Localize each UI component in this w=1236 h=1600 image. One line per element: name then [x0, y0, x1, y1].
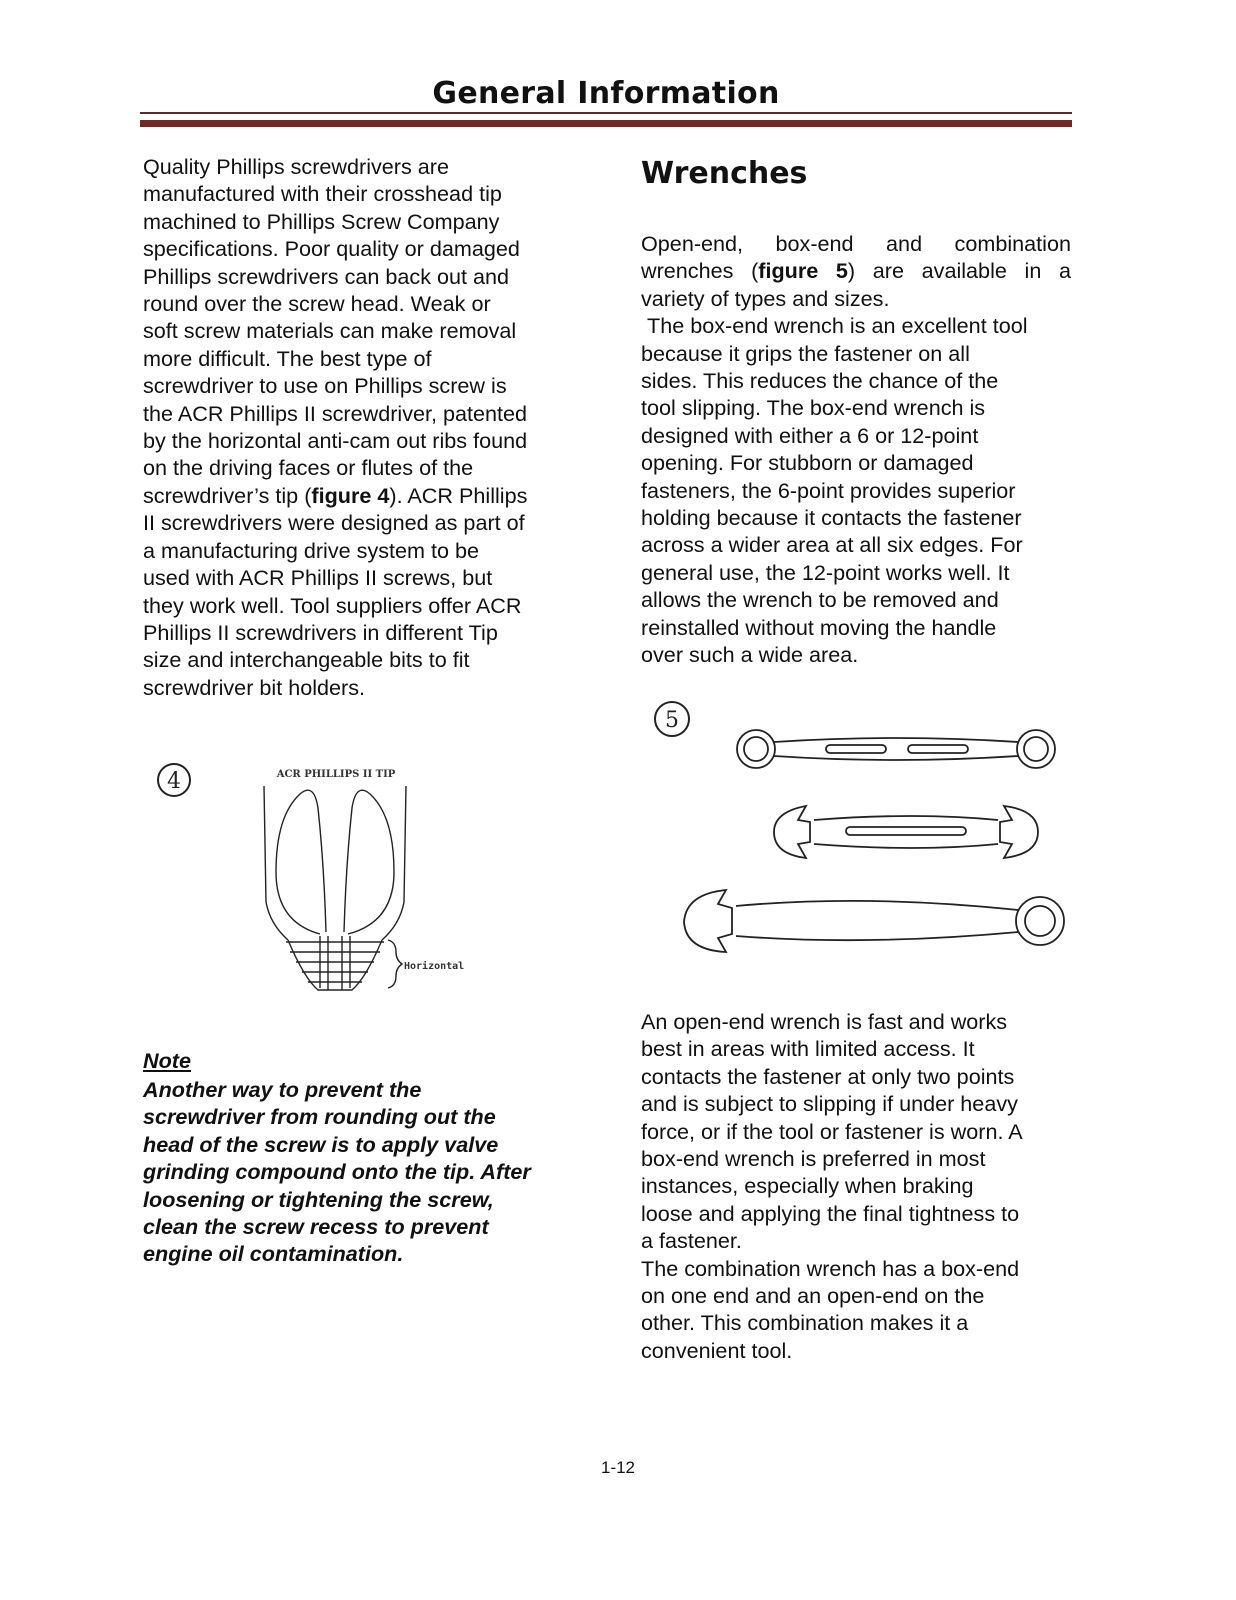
paragraph-line: force, or if the tool or fastener is worn. A [641, 1118, 1023, 1144]
paragraph-line: holding because it contacts the fastener [641, 505, 1022, 531]
open-end-wrench-drawing [774, 806, 1038, 858]
note-line: head of the screw is to apply valve [143, 1131, 499, 1157]
paragraph-line: other. This combination makes it a [641, 1310, 969, 1336]
paragraph-line: the ACR Phillips II screwdriver, patented [143, 400, 528, 426]
figure-callout-label: Horizontal [404, 961, 465, 972]
paragraph-line: a manufacturing drive system to be [143, 537, 480, 563]
paragraph-line: and is subject to slipping if under heavy [641, 1091, 1018, 1117]
paragraph-line: on the driving faces or flutes of the [143, 455, 474, 481]
paragraph-line: because it grips the fastener on all [641, 340, 970, 366]
page-title: General Information [432, 76, 780, 111]
paragraph-line: convenient tool. [641, 1337, 793, 1363]
figure-4-phillips-tip-drawing [148, 752, 478, 1010]
text-segment: wrenches ( [641, 258, 759, 284]
paragraph-line: opening. For stubborn or damaged [641, 450, 974, 476]
paragraph-line: box-end wrench is preferred in most [641, 1146, 986, 1172]
figure-5-wrenches-drawing [646, 694, 1076, 962]
paragraph-line: across a wider area at all six edges. For [641, 532, 1023, 558]
wrenches-heading: Wrenches [641, 156, 808, 191]
note-line: loosening or tightening the screw, [143, 1186, 494, 1212]
paragraph-line: by the horizontal anti-cam out ribs found [143, 428, 528, 454]
note-body [143, 1076, 583, 1268]
paragraph-line: allows the wrench to be removed and [641, 587, 999, 613]
combination-wrench-drawing [684, 890, 1064, 952]
horizontal-ribs-bracket [388, 940, 402, 988]
text-segment: screwdriver’s tip ( [143, 482, 312, 508]
paragraph-line: a fastener. [641, 1228, 742, 1254]
note-line: grinding compound onto the tip. After [143, 1159, 531, 1185]
note-line: screwdriver from rounding out the [143, 1104, 496, 1130]
note-line: clean the screw recess to prevent [143, 1214, 489, 1240]
paragraph-line: fasteners, the 6-point provides superior [641, 477, 1016, 503]
paragraph-line: general use, the 12-point works well. It [641, 559, 1010, 585]
figure-caption: ACR PHILLIPS II TIP [276, 769, 396, 780]
figure-number: 4 [167, 769, 181, 794]
paragraph-line: soft screw materials can make removal [143, 318, 517, 344]
paragraph-line-with-figure-ref [143, 482, 583, 509]
note-line: Another way to prevent the [143, 1077, 422, 1102]
paragraph-line: on one end and an open-end on the [641, 1283, 985, 1309]
paragraph-line: they work well. Tool suppliers offer ACR [143, 592, 522, 618]
figure-4-reference: figure 4 [311, 482, 390, 508]
paragraph-line: instances, especially when braking [641, 1173, 974, 1199]
header-rule-thick [140, 120, 1072, 127]
paragraph-line: II screwdrivers were designed as part of [143, 510, 525, 536]
figure-number-badge [655, 702, 689, 736]
paragraph-line: size and interchangeable bits to fit [143, 647, 470, 673]
phillips-paragraph [143, 153, 583, 701]
figure-number: 5 [665, 708, 679, 733]
paragraph-line: more difficult. The best type of [143, 345, 432, 371]
paragraph-line: machined to Phillips Screw Company [143, 208, 500, 234]
paragraph-line: specifications. Poor quality or damaged [143, 236, 520, 262]
note-label: Note [143, 1048, 191, 1073]
paragraph-line: designed with either a 6 or 12-point [641, 422, 979, 448]
paragraph-line: An open-end wrench is fast and works [641, 1009, 1008, 1034]
note-line: engine oil contamination. [143, 1241, 404, 1267]
screwdriver-tip-outline [264, 786, 406, 990]
paragraph-line: Phillips II screwdrivers in different Tip [143, 619, 498, 645]
page-number: 1-12 [600, 1458, 636, 1477]
paragraph-line: Open-end, box-end and combination [641, 231, 1071, 256]
figure-5-reference: figure 5 [758, 258, 848, 284]
paragraph-line: Quality Phillips screwdrivers are [143, 154, 450, 179]
header-rule-thin [140, 112, 1072, 114]
paragraph-line: Phillips screwdrivers can back out and [143, 263, 510, 289]
text-segment: ). ACR Phillips [389, 482, 528, 508]
wrenches-intro-paragraph [641, 230, 1071, 669]
paragraph-line: contacts the fastener at only two points [641, 1063, 1015, 1089]
paragraph-line: tool slipping. The box-end wrench is [641, 395, 986, 421]
paragraph-line-with-figure-ref [641, 257, 1071, 284]
text-segment: ) are available in a [847, 258, 1071, 284]
paragraph-line: used with ACR Phillips II screws, but [143, 565, 493, 591]
paragraph-line: reinstalled without moving the handle [641, 614, 997, 640]
paragraph-line: The box-end wrench is an excellent tool [641, 313, 1028, 339]
paragraph-line: best in areas with limited access. It [641, 1036, 975, 1062]
paragraph-line: over such a wide area. [641, 642, 859, 668]
paragraph-line: screwdriver bit holders. [143, 674, 366, 700]
box-end-wrench-drawing [737, 730, 1055, 768]
paragraph-line: variety of types and sizes. [641, 285, 890, 311]
paragraph-line: sides. This reduces the chance of the [641, 368, 999, 394]
paragraph-line: round over the screw head. Weak or [143, 291, 491, 317]
paragraph-line: screwdriver to use on Phillips screw is [143, 373, 507, 399]
paragraph-line: loose and applying the final tightness to [641, 1200, 1020, 1226]
paragraph-line: manufactured with their crosshead tip [143, 181, 502, 207]
figure-number-badge [158, 764, 190, 796]
paragraph-line: The combination wrench has a box-end [641, 1255, 1020, 1281]
open-end-and-combination-paragraph [641, 1008, 1071, 1364]
